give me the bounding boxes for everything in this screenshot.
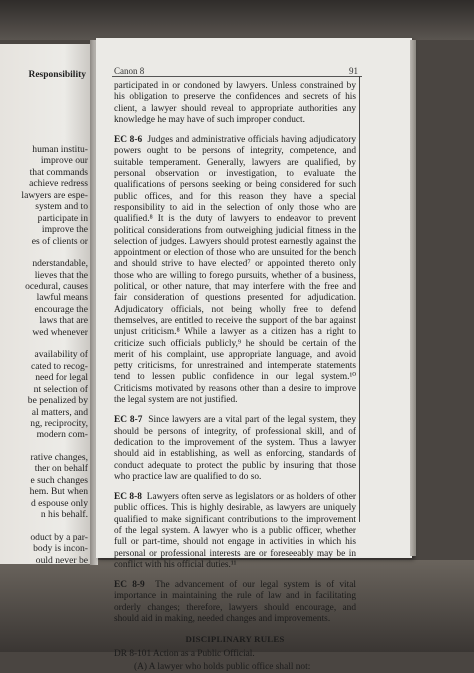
left-page-line: hem. But when [29,486,88,498]
section-label: EC 8-8 [114,492,142,503]
header-rule [112,76,362,77]
section-label: EC 8-6 [114,135,143,146]
left-page-line: participate in [37,212,88,224]
left-page-line: n his behalf. [40,509,88,521]
section-text: The advancement of our legal system is of vital importance in maintaining the rule of law and in facilitating orderly changes; therefore, lawyers should encourage, and should aid in making, needed changes and improvements. [114,580,356,625]
left-page-line: system and to [35,201,88,213]
left-facing-page [0,44,92,564]
left-page-line: be penalized by [27,395,88,407]
opening-paragraph: participated in or condoned by lawyers. Unless constrained by his obligation to preserve the confidences and secrets of his client, a lawyer should reveal to appropriate authorities any knowledge he may have of such improper conduct. [114,81,356,125]
section-ec-8-7 [114,415,356,483]
paragraph-gap [0,338,88,349]
running-header [114,66,358,76]
left-page-line: ocedural, causes [25,280,88,292]
margin-rule [359,76,360,522]
left-page-line: lawful means [36,292,88,304]
paragraph-gap [0,521,88,532]
left-page-line: oduct by a par- [30,531,88,543]
page-number: 91 [349,66,358,76]
section-text: Lawyers often serve as legislators or as holders of other public offices. This is highly desirable, as lawyers are uniquely qualified to make significant contributions to the improvement of the legal system. A lawyer who is a public officer, whether full or part-time, should not engage in activities in which his personal or professional interests are or foreseeably may be in conflict with his official duties.¹¹ [114,492,356,570]
left-page-line: nderstandable, [32,258,88,270]
left-page-line: achieve redress [29,178,88,190]
page-edge [410,40,416,556]
left-page-line: nt selection of [33,383,88,395]
left-page-line: human institu- [32,144,88,155]
rule-title: DR 8-101 Action as a Public Official. [114,648,255,659]
section-ec-8-6 [114,135,356,406]
section-text: Since lawyers are a vital part of the legal system, they should be persons of integrity, of professional skill, and of dedication to the improvement of the system. Thus a lawyer should aid in establishing, as well as enforcing, standards of conduct adequate to protect the public by insuring that those who practice law are qualified to do so. [114,415,357,482]
left-page-line: lieves that the [34,269,88,281]
rule-clause: (A) A lawyer who holds public office shall not: [134,661,311,672]
left-page-line: modern com- [36,429,88,441]
left-page-line: availability of [34,349,88,361]
left-page-line: ther on behalf [34,463,88,475]
rules-heading: DISCIPLINARY RULES [185,634,285,645]
left-page-line: lawyers are espe- [21,189,88,201]
paragraph-gap [0,441,88,452]
left-page-line: al matters, and [31,406,88,418]
left-page-line: rative changes, [30,451,88,463]
left-page-line: that commands [29,166,88,178]
left-page-line: need for legal [35,372,88,384]
left-page-line: e such changes [30,474,88,486]
running-head-title: Canon 8 [114,66,145,76]
left-page-line: d espouse only [30,497,88,509]
left-page-line: ould never be [35,554,88,564]
left-page-header: Responsibility [28,70,86,80]
left-page-line: es of clients or [31,235,88,247]
left-page-line: laws that are [39,315,88,327]
section-label: EC 8-9 [114,580,145,591]
section-text: Judges and administrative officials having adjudicatory powers ought to be persons of integrity, competence, and suitable temperament. Generally, lawyers are qualified, by personal observation or investigation, to evaluate the qualifications of persons seeking or being considered for such public offices, and for this reason they have a special responsibility to aid in the selection of only those who are qualified.⁸ It is the duty of lawyers to endeavor to prevent political considerations from outweighing judicial fitness in the selection of judges. Lawyers should protest earnestly against the appointment or election of those who are unsuited for the bench and should strive to have elected⁷ or appointed thereto only those who are willing to forego pursuits, whether of a business, political, or other nature, that may interfere with the free and fair consideration of questions presented for adjudication. Adjudicatory officials, not being wholly free to defend themselves, are entitled to receive the support of the bar against unjust criticism.⁸ While a lawyer as a citizen has a right to criticize such officials publicly,⁹ he should be certain of the merit of his complaint, use appropriate language, and avoid petty criticisms, for unrestrained and intemperate statements tend to lessen public confidence in our legal system.¹⁰ Criticisms motivated by reasons other than a desire to improve the legal system are not justified. [114,135,356,406]
left-page-line: encourage the [34,303,88,315]
left-page-line: body is incon- [33,543,88,555]
section-ec-8-8 [114,492,356,571]
left-page-text [0,144,88,564]
section-ec-8-9 [114,580,356,625]
left-page-line: ng, reciprocity, [30,417,88,429]
left-page-line: improve our [40,155,88,167]
section-label: EC 8-7 [114,415,143,426]
page-content [114,81,356,673]
paragraph-gap [0,247,88,258]
backdrop-top [0,0,474,40]
left-page-line: wed whenever [32,326,88,338]
left-page-line: cated to recog- [31,360,88,372]
left-page-line: improve the [41,224,88,236]
